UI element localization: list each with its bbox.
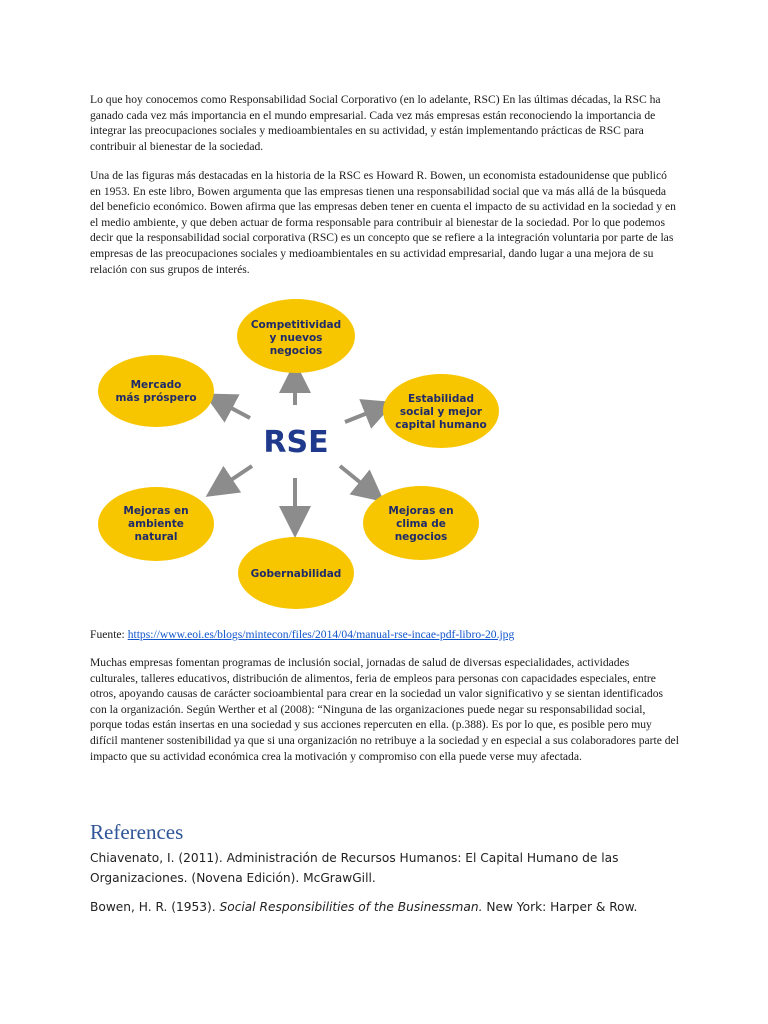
node-lower-right — [363, 486, 479, 560]
node-top-line-2: y nuevos — [269, 332, 323, 344]
source-label: Fuente: — [90, 628, 128, 641]
node-top-line-3: negocios — [269, 345, 323, 357]
node-lower-left-line-2: ambiente — [128, 518, 184, 530]
node-bottom-line-1: Gobernabilidad — [250, 568, 342, 580]
node-upper-left-line-1: Mercado — [130, 379, 182, 391]
source-link[interactable]: https://www.eoi.es/blogs/mintecon/files/2014/04/manual-rse-incae-pdf-libro-20.jpg — [127, 628, 515, 641]
node-lower-right-line-1: Mejoras en — [388, 505, 454, 517]
reference-chiavenato: Chiavenato, I. (2011). Administración de Recursos Humanos: El Capital Humano de las Organizaciones. (Novena Edición). McGrawGill. — [90, 851, 619, 885]
node-upper-right-line-1: Estabilidad — [408, 393, 474, 405]
node-lower-left-line-1: Mejoras en — [123, 505, 189, 517]
arrow-upper-right — [345, 408, 380, 422]
reference-bowen-publisher: New York: Harper & Row. — [482, 900, 638, 914]
reference-bowen-author: Bowen, H. R. (1953). — [90, 900, 220, 914]
node-upper-left — [98, 355, 214, 427]
arrow-upper-left — [218, 401, 250, 418]
node-lower-right-line-2: clima de — [396, 518, 446, 530]
rse-center-label: RSE — [263, 425, 329, 460]
node-upper-right — [383, 374, 499, 448]
figure-source — [90, 627, 690, 642]
bowen-paragraph: Una de las figuras más destacadas en la historia de la RSC es Howard R. Bowen, un economista estadounidense que publicó en 1953. En este libro, Bowen argumenta que las empresas tienen una responsabilidad social que va más allá de la búsqueda del beneficio económico. Bowen afirma que las empresas deben tener en cuenta el impacto de su actividad en la sociedad y en el medio ambiente, y que deben actuar de forma responsable para contribuir al bienestar de la sociedad. Por lo que podemos decir que la responsabilidad social corporativa (RSC) es un concepto que se refiere a la integración voluntaria por parte de las empresas de las preocupaciones sociales y medioambientales en su actividad empresarial, dando lugar a una mejora de su relación con sus grupos de interés. — [90, 169, 676, 276]
node-upper-right-line-2: social y mejor — [399, 406, 483, 418]
arrow-lower-left — [219, 466, 252, 488]
node-bottom — [238, 537, 354, 609]
intro-paragraph: Lo que hoy conocemos como Responsabilidad Social Corporativo (en lo adelante, RSC) En las últimas décadas, la RSC ha ganado cada vez más importancia en el mundo empresarial. Cada vez más empresas están reconociendo la importancia de integrar las preocupaciones sociales y medioambientales en su actividad, y están implementando prácticas de RSC para contribuir al bienestar de la sociedad. — [90, 93, 661, 153]
references-heading: References — [90, 820, 184, 844]
node-upper-left-line-2: más próspero — [115, 392, 197, 404]
reference-bowen — [90, 897, 690, 917]
arrow-lower-right — [340, 466, 372, 492]
node-upper-right-line-3: capital humano — [395, 419, 487, 431]
node-top — [237, 299, 355, 373]
reference-bowen-title: Social Responsibilities of the Businessman. — [219, 900, 483, 914]
inclusion-paragraph: Muchas empresas fomentan programas de inclusión social, jornadas de salud de diversas especialidades, actividades culturales, talleres educativos, distribución de alimentos, feria de empleos para personas con capacidades especiales, entre otros, apoyando causas de carácter socioambiental para crear en la sociedad un valor significativo y se sientan identificados con la organización. Según Werther et al (2008): “Ninguna de las organizaciones puede negar su responsabilidad social, porque todas están insertas en una sociedad y sus acciones repercuten en ella. (p.388). Es por lo que, es posible pero muy difícil mantener sostenibilidad ya que si una organización no retribuye a la sociedad y en especial a sus colaboradores parte del impacto que su actividad económica crea la motivación y compromiso con ella puede verse muy afectada. — [90, 656, 679, 763]
node-lower-left-line-3: natural — [134, 531, 178, 543]
node-top-line-1: Competitividad — [250, 319, 342, 331]
node-lower-right-line-3: negocios — [394, 531, 448, 543]
node-lower-left — [98, 487, 214, 561]
